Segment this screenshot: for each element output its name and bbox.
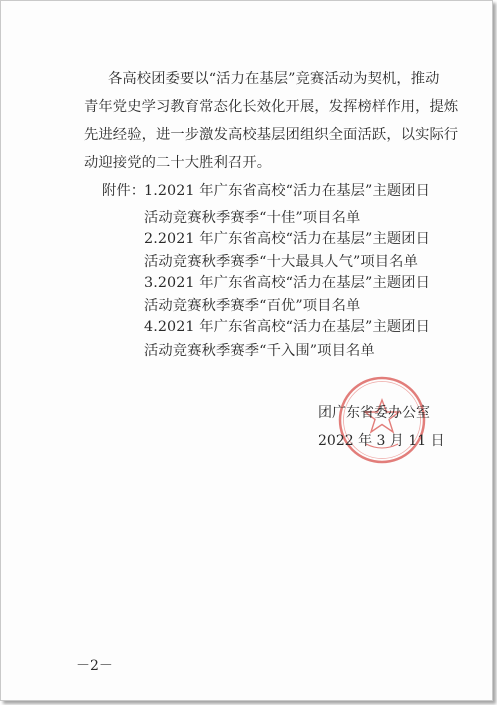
signature-organization: 团广东省委办公室 xyxy=(318,405,430,421)
paragraph-line: 各高校团委要以“活力在基层”竞赛活动为契机，推动 xyxy=(108,71,440,87)
attachment-item-line: 活动竞赛秋季赛季“十佳”项目名单 xyxy=(144,210,361,226)
paragraph-line: 动迎接党的二十大胜利召开。 xyxy=(84,155,272,171)
attachment-item-line: 活动竞赛秋季赛季“百优”项目名单 xyxy=(144,298,361,314)
attachment-item-line: 1.2021 年广东省高校“活力在基层”主题团日 xyxy=(144,183,431,199)
attachment-item-line: 2.2021 年广东省高校“活力在基层”主题团日 xyxy=(144,231,431,247)
attachment-item-line: 活动竞赛秋季赛季“千入围”项目名单 xyxy=(144,343,375,359)
attachment-item-line: 3.2021 年广东省高校“活力在基层”主题团日 xyxy=(144,275,431,291)
paragraph-line: 青年党史学习教育常态化长效化开展，发挥榜样作用，提炼 xyxy=(84,99,459,115)
signature-date: 2022 年 3 月 11 日 xyxy=(318,433,445,449)
attachments-label: 附件： xyxy=(102,183,146,199)
attachment-item-line: 4.2021 年广东省高校“活力在基层”主题团日 xyxy=(144,319,431,335)
attachment-item-line: 活动竞赛秋季赛季“十大最具人气”项目名单 xyxy=(144,254,418,270)
paragraph-line: 先进经验，进一步激发高校基层团组织全面活跃，以实际行 xyxy=(84,127,459,143)
page-number: －2－ xyxy=(76,658,113,674)
